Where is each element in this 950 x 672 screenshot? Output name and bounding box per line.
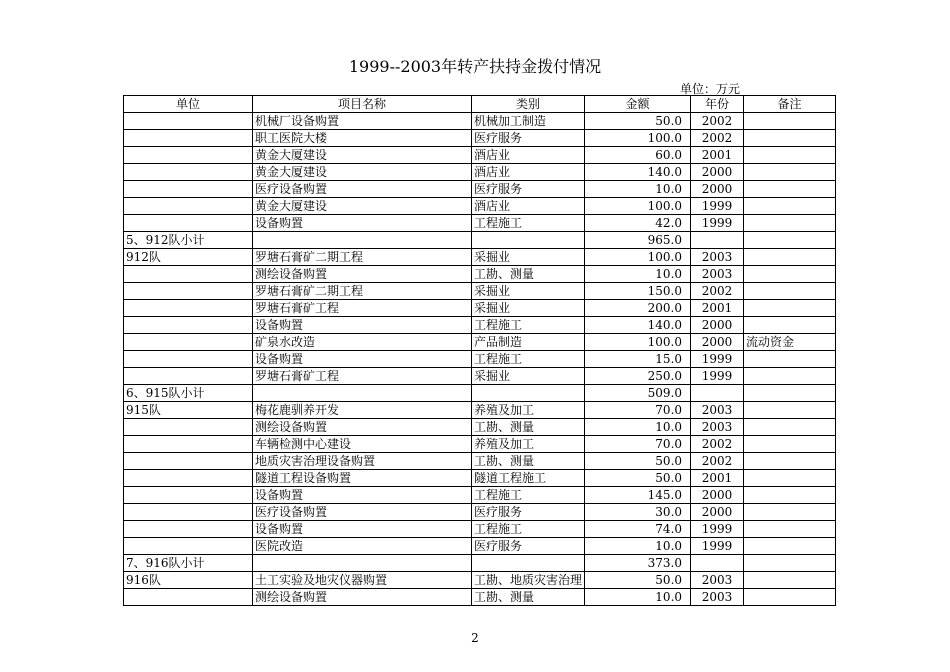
cell-unit: 916队 [124, 572, 253, 589]
cell-year [691, 555, 744, 572]
table-row [124, 215, 836, 232]
cell-amount: 100.0 [585, 198, 691, 215]
cell-remarks [744, 283, 836, 300]
cell-amount: 145.0 [585, 487, 691, 504]
table-row [124, 402, 836, 419]
cell-remarks [744, 249, 836, 266]
cell-amount: 74.0 [585, 521, 691, 538]
cell-unit [124, 266, 253, 283]
cell-year: 2001 [691, 147, 744, 164]
cell-project-name: 罗塘石膏矿工程 [253, 300, 472, 317]
cell-amount: 100.0 [585, 249, 691, 266]
cell-project-name: 设备购置 [253, 215, 472, 232]
cell-year: 2000 [691, 164, 744, 181]
cell-amount: 60.0 [585, 147, 691, 164]
cell-amount: 150.0 [585, 283, 691, 300]
table-row [124, 198, 836, 215]
cell-unit [124, 470, 253, 487]
cell-remarks [744, 368, 836, 385]
cell-year: 1999 [691, 368, 744, 385]
table-row [124, 334, 836, 351]
cell-remarks [744, 436, 836, 453]
cell-project-name: 车辆检测中心建设 [253, 436, 472, 453]
cell-unit [124, 113, 253, 130]
table-row [124, 555, 836, 572]
cell-remarks [744, 572, 836, 589]
cell-unit [124, 521, 253, 538]
cell-category: 工勘、测量 [472, 419, 585, 436]
cell-unit [124, 317, 253, 334]
cell-remarks [744, 130, 836, 147]
cell-remarks [744, 232, 836, 249]
cell-category: 医疗服务 [472, 538, 585, 555]
cell-category: 医疗服务 [472, 504, 585, 521]
cell-category: 工程施工 [472, 487, 585, 504]
cell-category: 工勘、测量 [472, 453, 585, 470]
cell-project-name: 职工医院大楼 [253, 130, 472, 147]
cell-project-name: 机械厂设备购置 [253, 113, 472, 130]
cell-year: 2000 [691, 181, 744, 198]
cell-project-name: 罗塘石膏矿二期工程 [253, 249, 472, 266]
cell-year [691, 385, 744, 402]
cell-amount: 140.0 [585, 164, 691, 181]
table-row [124, 385, 836, 402]
cell-unit: 6、915队小计 [124, 385, 253, 402]
page-title: 1999--2003年转产扶持金拨付情况 [348, 57, 602, 76]
cell-project-name: 隧道工程设备购置 [253, 470, 472, 487]
cell-amount: 30.0 [585, 504, 691, 521]
cell-project-name: 土工实验及地灾仪器购置 [253, 572, 472, 589]
cell-category: 医疗服务 [472, 130, 585, 147]
cell-category: 采掘业 [472, 368, 585, 385]
cell-category: 养殖及加工 [472, 402, 585, 419]
cell-amount: 10.0 [585, 181, 691, 198]
table-row [124, 504, 836, 521]
table-row [124, 351, 836, 368]
cell-year: 2002 [691, 453, 744, 470]
cell-category: 机械加工制造 [472, 113, 585, 130]
cell-amount: 10.0 [585, 419, 691, 436]
cell-remarks [744, 555, 836, 572]
cell-amount: 140.0 [585, 317, 691, 334]
cell-remarks [744, 521, 836, 538]
cell-amount: 965.0 [585, 232, 691, 249]
cell-remarks [744, 181, 836, 198]
cell-amount: 100.0 [585, 334, 691, 351]
table-header-row [124, 96, 836, 113]
header-year: 年份 [691, 96, 744, 113]
cell-unit [124, 181, 253, 198]
cell-unit [124, 504, 253, 521]
cell-amount: 10.0 [585, 538, 691, 555]
cell-category: 采掘业 [472, 283, 585, 300]
cell-remarks [744, 487, 836, 504]
cell-category: 工程施工 [472, 317, 585, 334]
cell-category: 酒店业 [472, 164, 585, 181]
cell-amount: 100.0 [585, 130, 691, 147]
header-project-name: 项目名称 [253, 96, 472, 113]
cell-year: 2000 [691, 487, 744, 504]
cell-remarks [744, 538, 836, 555]
cell-category [472, 555, 585, 572]
cell-unit: 7、916队小计 [124, 555, 253, 572]
cell-project-name: 矿泉水改造 [253, 334, 472, 351]
cell-unit: 915队 [124, 402, 253, 419]
table-row [124, 232, 836, 249]
cell-unit [124, 487, 253, 504]
cell-unit [124, 300, 253, 317]
cell-category: 酒店业 [472, 147, 585, 164]
table-row [124, 147, 836, 164]
cell-year: 2003 [691, 419, 744, 436]
cell-year: 2003 [691, 249, 744, 266]
page-number: 2 [471, 631, 479, 645]
cell-unit [124, 589, 253, 606]
cell-amount: 250.0 [585, 368, 691, 385]
cell-unit [124, 419, 253, 436]
cell-unit [124, 453, 253, 470]
header-amount: 金额 [585, 96, 691, 113]
cell-category: 采掘业 [472, 249, 585, 266]
cell-year: 1999 [691, 521, 744, 538]
cell-project-name [253, 555, 472, 572]
table-row [124, 453, 836, 470]
table-row [124, 266, 836, 283]
cell-remarks [744, 504, 836, 521]
table-row [124, 419, 836, 436]
table-row [124, 572, 836, 589]
cell-amount: 50.0 [585, 453, 691, 470]
cell-project-name: 设备购置 [253, 317, 472, 334]
cell-year: 2002 [691, 283, 744, 300]
cell-category: 工勘、地质灾害治理 [472, 572, 585, 589]
cell-year: 2001 [691, 470, 744, 487]
cell-project-name: 黄金大厦建设 [253, 198, 472, 215]
cell-category: 工程施工 [472, 351, 585, 368]
cell-remarks [744, 317, 836, 334]
table-row [124, 470, 836, 487]
table-row [124, 436, 836, 453]
cell-amount: 10.0 [585, 589, 691, 606]
cell-amount: 70.0 [585, 436, 691, 453]
cell-project-name: 测绘设备购置 [253, 589, 472, 606]
cell-year: 1999 [691, 538, 744, 555]
table-row [124, 589, 836, 606]
cell-year: 2002 [691, 130, 744, 147]
table-row [124, 249, 836, 266]
cell-remarks [744, 385, 836, 402]
cell-project-name: 梅花鹿驯养开发 [253, 402, 472, 419]
table-row [124, 317, 836, 334]
cell-unit: 912队 [124, 249, 253, 266]
cell-category [472, 232, 585, 249]
cell-remarks [744, 198, 836, 215]
cell-project-name [253, 232, 472, 249]
cell-unit [124, 538, 253, 555]
cell-year: 2003 [691, 589, 744, 606]
cell-remarks [744, 402, 836, 419]
cell-unit [124, 130, 253, 147]
header-unit: 单位 [124, 96, 253, 113]
cell-project-name: 黄金大厦建设 [253, 164, 472, 181]
cell-year: 2003 [691, 266, 744, 283]
cell-category: 酒店业 [472, 198, 585, 215]
cell-year: 1999 [691, 215, 744, 232]
cell-category: 产品制造 [472, 334, 585, 351]
cell-amount: 50.0 [585, 470, 691, 487]
cell-year: 2002 [691, 113, 744, 130]
table-row [124, 181, 836, 198]
cell-unit [124, 164, 253, 181]
cell-category [472, 385, 585, 402]
header-category: 类别 [472, 96, 585, 113]
table-row [124, 283, 836, 300]
cell-project-name: 测绘设备购置 [253, 266, 472, 283]
cell-category: 工勘、测量 [472, 589, 585, 606]
cell-amount: 10.0 [585, 266, 691, 283]
cell-remarks [744, 453, 836, 470]
cell-amount: 509.0 [585, 385, 691, 402]
cell-year: 1999 [691, 351, 744, 368]
cell-amount: 15.0 [585, 351, 691, 368]
cell-amount: 42.0 [585, 215, 691, 232]
cell-category: 采掘业 [472, 300, 585, 317]
table-row [124, 487, 836, 504]
cell-category: 医疗服务 [472, 181, 585, 198]
cell-remarks [744, 113, 836, 130]
cell-project-name: 设备购置 [253, 521, 472, 538]
cell-year: 2000 [691, 504, 744, 521]
cell-amount: 373.0 [585, 555, 691, 572]
cell-amount: 200.0 [585, 300, 691, 317]
cell-amount: 70.0 [585, 402, 691, 419]
unit-label: 单位：万元 [680, 82, 741, 96]
cell-remarks [744, 589, 836, 606]
header-remarks: 备注 [744, 96, 836, 113]
cell-amount: 50.0 [585, 113, 691, 130]
cell-category: 工程施工 [472, 521, 585, 538]
cell-project-name: 罗塘石膏矿二期工程 [253, 283, 472, 300]
cell-unit [124, 215, 253, 232]
cell-project-name: 医疗设备购置 [253, 504, 472, 521]
cell-project-name: 医疗设备购置 [253, 181, 472, 198]
cell-unit [124, 351, 253, 368]
cell-unit [124, 334, 253, 351]
table-row [124, 130, 836, 147]
table-row [124, 368, 836, 385]
cell-project-name: 罗塘石膏矿工程 [253, 368, 472, 385]
cell-unit [124, 436, 253, 453]
cell-remarks [744, 215, 836, 232]
cell-category: 工勘、测量 [472, 266, 585, 283]
cell-category: 隧道工程施工 [472, 470, 585, 487]
cell-amount: 50.0 [585, 572, 691, 589]
cell-unit [124, 368, 253, 385]
cell-project-name: 设备购置 [253, 351, 472, 368]
cell-year: 2000 [691, 334, 744, 351]
cell-year: 1999 [691, 198, 744, 215]
cell-project-name: 黄金大厦建设 [253, 147, 472, 164]
cell-unit: 5、912队小计 [124, 232, 253, 249]
cell-year: 2002 [691, 436, 744, 453]
cell-remarks [744, 266, 836, 283]
cell-remarks [744, 147, 836, 164]
funding-table [123, 95, 836, 606]
cell-remarks [744, 419, 836, 436]
cell-year: 2003 [691, 402, 744, 419]
cell-remarks [744, 300, 836, 317]
cell-unit [124, 198, 253, 215]
cell-remarks [744, 351, 836, 368]
cell-remarks: 流动资金 [744, 334, 836, 351]
cell-unit [124, 147, 253, 164]
cell-remarks [744, 470, 836, 487]
cell-project-name: 医院改造 [253, 538, 472, 555]
table-row [124, 300, 836, 317]
cell-year: 2000 [691, 317, 744, 334]
cell-project-name: 设备购置 [253, 487, 472, 504]
cell-category: 工程施工 [472, 215, 585, 232]
cell-unit [124, 283, 253, 300]
cell-year [691, 232, 744, 249]
cell-category: 养殖及加工 [472, 436, 585, 453]
table-row [124, 164, 836, 181]
cell-remarks [744, 164, 836, 181]
cell-year: 2001 [691, 300, 744, 317]
cell-project-name [253, 385, 472, 402]
table-row [124, 521, 836, 538]
table-row [124, 538, 836, 555]
cell-project-name: 测绘设备购置 [253, 419, 472, 436]
cell-year: 2003 [691, 572, 744, 589]
cell-project-name: 地质灾害治理设备购置 [253, 453, 472, 470]
table-row [124, 113, 836, 130]
